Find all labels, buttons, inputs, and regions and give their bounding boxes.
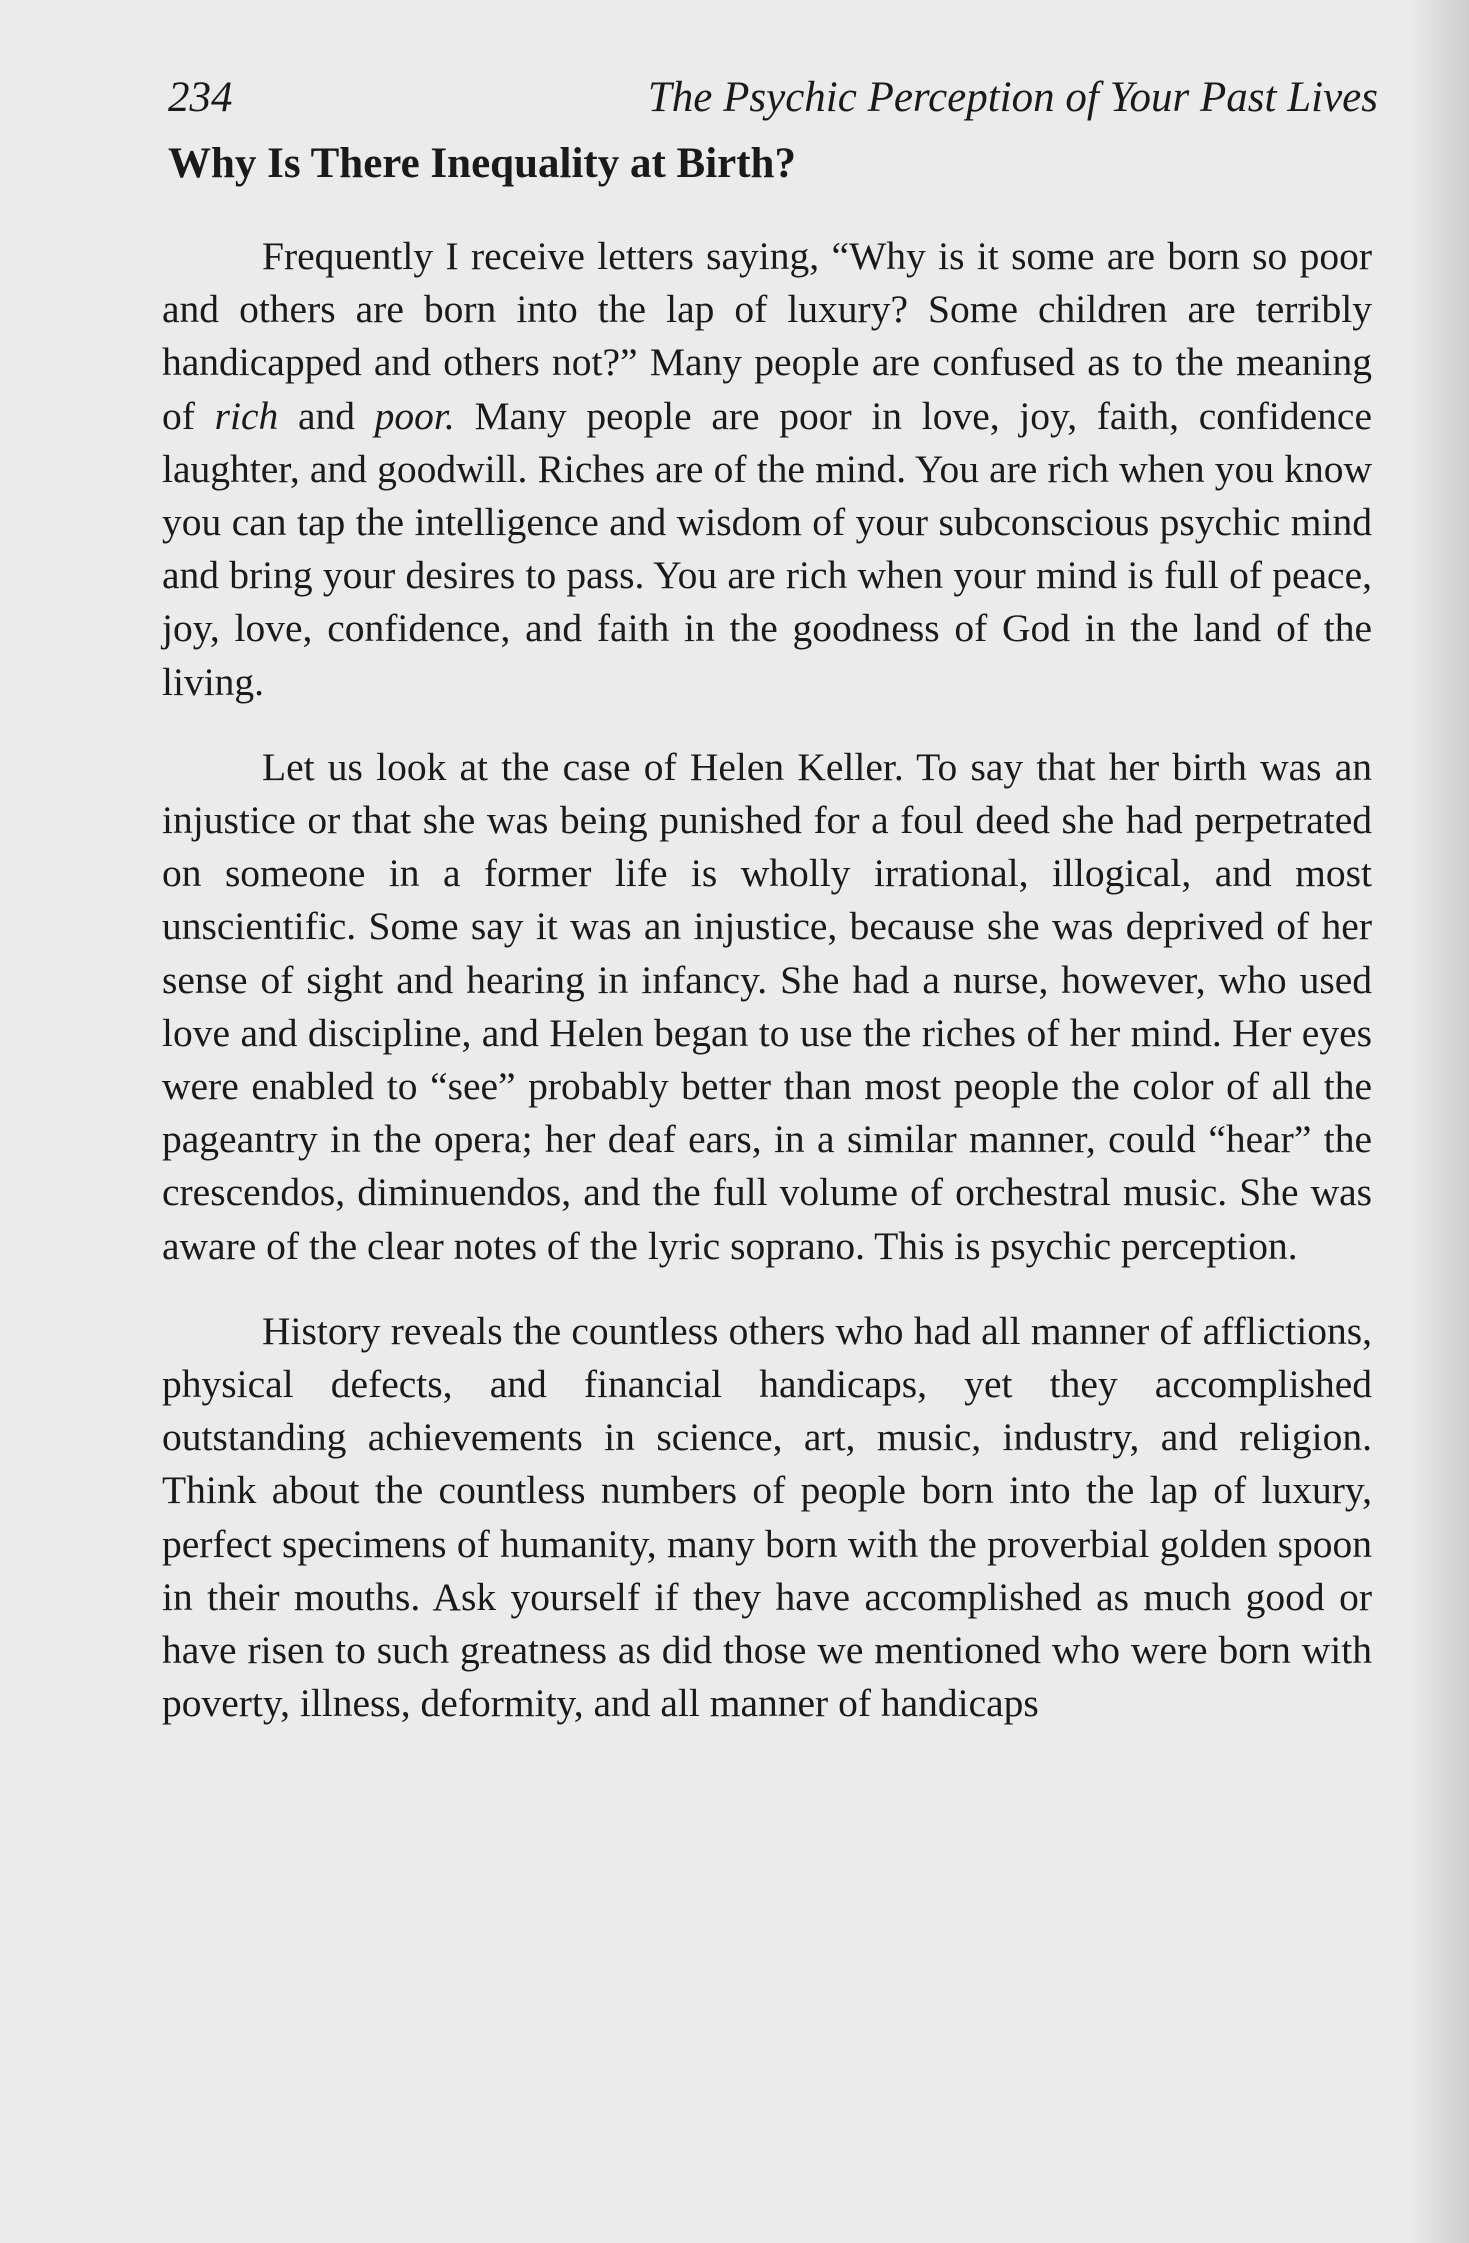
- emphasis-poor: poor.: [374, 393, 455, 438]
- paragraph-1-part-2: and: [278, 393, 375, 438]
- paragraph-3: History reveals the countless others who had all manner of afflictions, physical defects, and financial handicaps, yet they accomplished outstanding achievements in science, art, music, industry, and religion. Think about the countless numbers of people born into the lap of luxury, perfect specimens of humanity, many born with the proverbial golden spoon in their mouths. Ask yourself if they have accomplished as much good or have risen to such greatness as did those we mentioned who were born with poverty, illness, deformity, and all manner of handicaps: [162, 1308, 1372, 1726]
- paragraph-1: [162, 230, 1372, 709]
- body-text: [162, 230, 1372, 1762]
- paragraph-2: Let us look at the case of Helen Keller. To say that her birth was an injustice or that she was being punished for a foul deed she had perpetrated on someone in a former life is wholly irrational, illogical, and most unscientific. Some say it was an injustice, because she was deprived of her sense of sight and hearing in infancy. She had a nurse, however, who used love and discipline, and Helen began to use the riches of her mind. Her eyes were enabled to “see” probably better than most people the color of all the pageantry in the opera; her deaf ears, in a similar manner, could “hear” the crescendos, diminuendos, and the full volume of orchestral music. She was aware of the clear notes of the lyric soprano. This is psychic perception.: [162, 744, 1372, 1268]
- page-number: 234: [168, 74, 233, 121]
- page-gutter-shadow: [1409, 0, 1469, 2243]
- running-head: [168, 68, 1378, 128]
- running-title: The Psychic Perception of Your Past Lives: [647, 74, 1378, 121]
- emphasis-rich: rich: [214, 393, 279, 438]
- section-heading: Why Is There Inequality at Birth?: [168, 140, 796, 187]
- paragraph-1-part-3: Many people are poor in love, joy, faith, confidence laughter, and goodwill. Riches are of the mind. You are rich when you know you can tap the intelligence and wisdom of your subconscious psychic mind and bring your desires to pass. You are rich when your mind is full of peace, joy, love, confidence, and faith in the goodness of God in the land of the living.: [162, 393, 1372, 704]
- paragraph-1-part-1: Frequently I receive letters saying, “Why is it some are born so poor and others are born into the lap of luxury? Some children are terribly handicapped and others not?” Many people are confused as to the meaning of: [162, 234, 1372, 438]
